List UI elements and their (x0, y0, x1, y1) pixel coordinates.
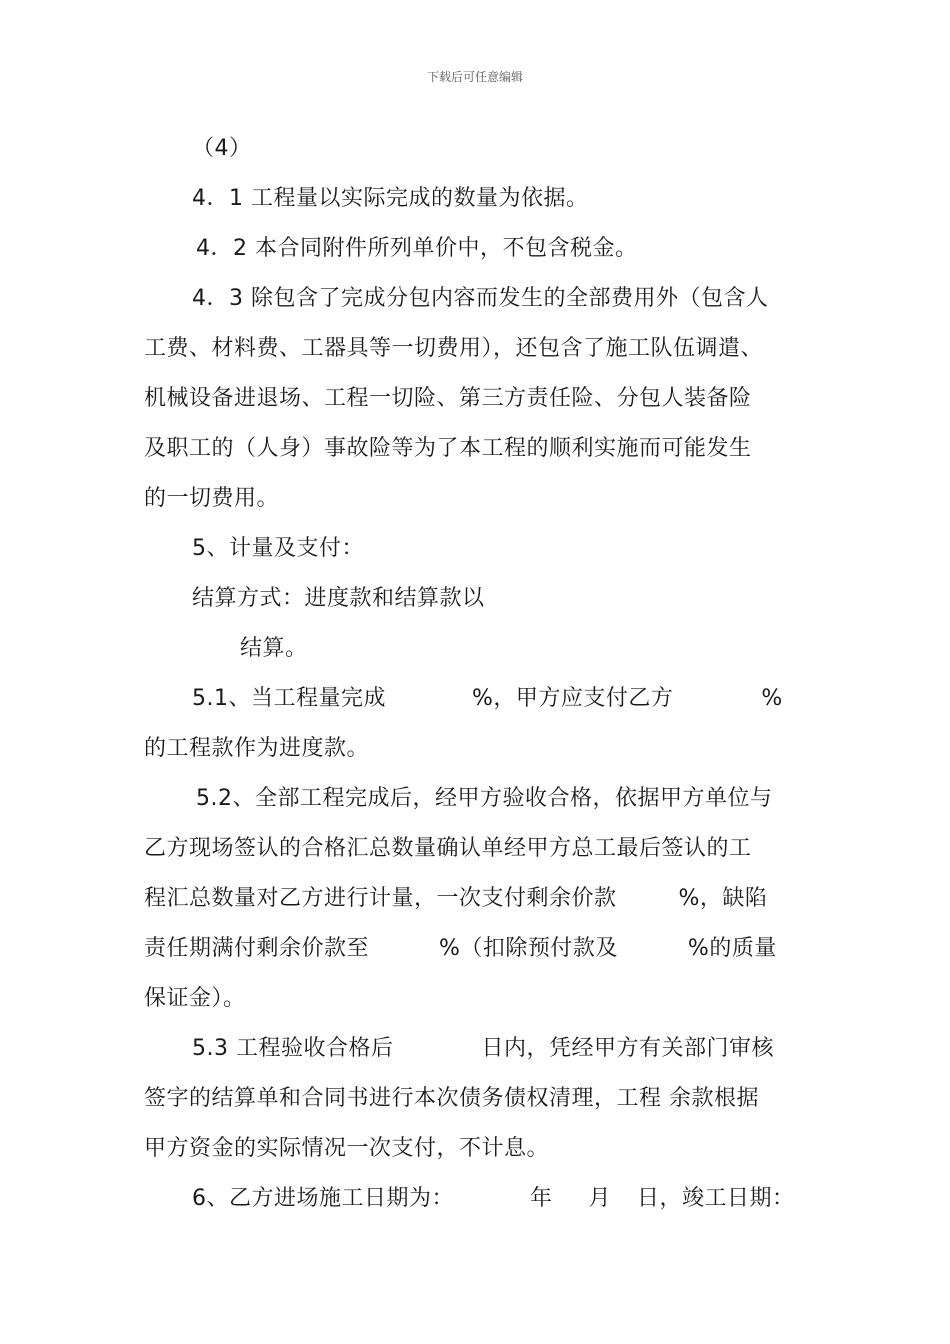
clause-5-2-text-e: %的质量 (687, 936, 777, 961)
clause-4-3-line5: 的一切费用。 (144, 486, 280, 511)
clause-4-1: 4．1 工程量以实际完成的数量为依据。 (192, 186, 589, 211)
clause-4-marker: （4） (192, 136, 252, 161)
clause-6-text-a: 6、乙方进场施工日期为： (192, 1186, 454, 1211)
clause-6-year: 年 (530, 1186, 553, 1211)
clause-4-3-line4: 及职工的（人身）事故险等为了本工程的顺利实施而可能发生 (144, 436, 752, 461)
clause-5-3-line3: 甲方资金的实际情况一次支付，不计息。 (144, 1136, 550, 1161)
clause-5-2-line5: 保证金）。 (144, 986, 246, 1011)
clause-5-2-text-c: 责任期满付剩余价款至 (144, 936, 370, 961)
clause-5-1-text-c: % (761, 686, 783, 711)
clause-5-3-text-b: 日内，凭经甲方有关部门审核 (481, 1036, 774, 1061)
clause-5-3-line1 (192, 1034, 774, 1064)
clause-5-1-line2: 的工程款作为进度款。 (144, 736, 370, 761)
clause-5-2-line1: 5.2、全部工程完成后，经甲方验收合格，依据甲方单位与 (196, 786, 773, 811)
settlement-method-cont: 结算。 (240, 636, 308, 661)
clause-5-2-line2: 乙方现场签认的合格汇总数量确认单经甲方总工最后签认的工 (144, 836, 752, 861)
page-header: 下载后可任意编辑 (426, 70, 523, 84)
clause-4-3-line1: 4．3 除包含了完成分包内容而发生的全部费用外（包含人 (192, 286, 769, 311)
clause-6-day: 日，竣工日期： (637, 1186, 795, 1211)
clause-5-2-text-d: %（扣除预付款及 (439, 936, 618, 961)
settlement-method: 结算方式：进度款和结算款以 (192, 586, 485, 611)
clause-4-3-line2: 工费、材料费、工器具等一切费用），还包含了施工队伍调遣、 (144, 336, 764, 361)
clause-5-2-line3 (144, 884, 767, 914)
clause-5-3-text-a: 5.3 工程验收合格后 (192, 1036, 394, 1061)
clause-5-2-text-b: %，缺陷 (678, 886, 768, 911)
clause-5-1-line1 (192, 684, 783, 714)
clause-5-2-line4 (144, 934, 777, 964)
clause-5-3-line2: 签字的结算单和合同书进行本次债务债权清理，工程 余款根据 (144, 1086, 759, 1111)
clause-4-3-line3: 机械设备进退场、工程一切险、第三方责任险、分包人装备险 (144, 386, 752, 411)
clause-4-2: 4．2 本合同附件所列单价中，不包含税金。 (196, 236, 638, 261)
clause-5-1-text-b: %，甲方应支付乙方 (472, 686, 674, 711)
clause-5-2-text-a: 程汇总数量对乙方进行计量，一次支付剩余价款 (144, 886, 617, 911)
clause-6-line1 (192, 1184, 795, 1214)
clause-5-heading: 5、计量及支付： (192, 536, 364, 561)
clause-5-1-text-a: 5.1、当工程量完成 (192, 686, 386, 711)
clause-6-month: 月 (588, 1186, 612, 1211)
